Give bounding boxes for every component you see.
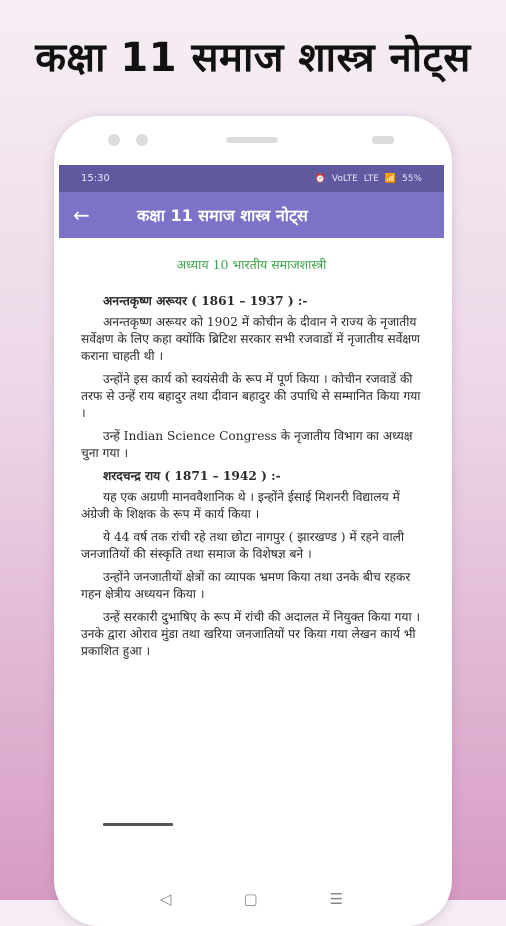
next-card (59, 811, 444, 871)
proximity-sensor (136, 134, 148, 146)
arrow-left-icon[interactable]: ← (73, 203, 90, 227)
paragraph: ये 44 वर्ष तक रांची रहे तथा छोटा नागपुर ( झारखण्ड ) में रहने वाली जनजातियों की संस्कृति तथा समाज के विशेषज्ञ बने । (81, 530, 405, 561)
app-bar (59, 192, 444, 238)
paragraph: उन्होंने जनजातीयों क्षेत्रों का व्यापक भ्रमण किया तथा उनके बीच रहकर गहन क्षेत्रीय अध्ययन किया । (81, 570, 411, 601)
status-time: 15:30 (81, 173, 110, 184)
paragraph: उन्हें Indian Science Congress के नृजातीय विभाग का अध्यक्ष चुना गया । (81, 429, 413, 460)
recents-nav-icon[interactable]: ☰ (329, 890, 344, 908)
phone-frame (54, 116, 452, 926)
sensor-bar (372, 136, 394, 144)
next-heading-peek (103, 818, 173, 826)
chapter-title: अध्याय 10 भारतीय समाजशास्त्री (176, 257, 327, 272)
notes-content[interactable] (59, 238, 444, 827)
lte-icon: LTE (363, 173, 379, 184)
front-camera (108, 134, 120, 146)
volte-icon: VoLTE (331, 173, 358, 184)
status-icons (315, 174, 422, 184)
section-heading: अनन्तकृष्ण अरूयर ( 1861 – 1937 ) :- (103, 294, 308, 308)
nav-bar (59, 871, 444, 926)
home-nav-icon[interactable]: ▢ (243, 890, 258, 908)
paragraph: उन्हें सरकारी दुभाषिए के रूप में रांची की अदालत में नियुक्त किया गया । उनके द्वारा ओराव मुंडा तथा खरिया जनजातियों पर किया गया लेखन कार्य भी प्रकाशित हुआ । (81, 610, 421, 658)
earpiece (226, 137, 278, 143)
paragraph: यह एक अग्रणी मानववैशानिक थे । इन्होंने ईसाई मिशनरी विद्यालय में अंग्रेजी के शिक्षक के रूप में कार्य किया । (81, 490, 400, 521)
alarm-icon: ⏰ (314, 173, 326, 184)
battery-level: 55% (401, 173, 422, 184)
promo-title: कक्षा 11 समाज शास्त्र नोट्स (35, 35, 471, 81)
back-nav-icon[interactable]: ◁ (159, 890, 172, 908)
signal-icon: 📶 (384, 173, 396, 184)
app-bar-title: कक्षा 11 समाज शास्त्र नोट्स (137, 206, 308, 225)
screen (59, 165, 444, 926)
section-heading: शरदचन्द्र राय ( 1871 – 1942 ) :- (103, 469, 281, 483)
paragraph: उन्होंने इस कार्य को स्वयंसेवी के रूप में पूर्ण किया । कोचीन रजवाडें की तरफ से उन्हें राय बहादुर तथा दीवान बहादुर की उपाधि से सम्मानित किया गया । (81, 372, 421, 420)
status-bar (59, 165, 444, 192)
paragraph: अनन्तकृष्ण अरूयर को 1902 में कोचीन के दीवान ने राज्य के नृजातीय सर्वेक्षण के लिए कहा क्योंकि ब्रिटिश सरकार सभी रजवाडों में नृजातीय सर्वेक्षण कराना चाहती थी । (81, 315, 420, 363)
